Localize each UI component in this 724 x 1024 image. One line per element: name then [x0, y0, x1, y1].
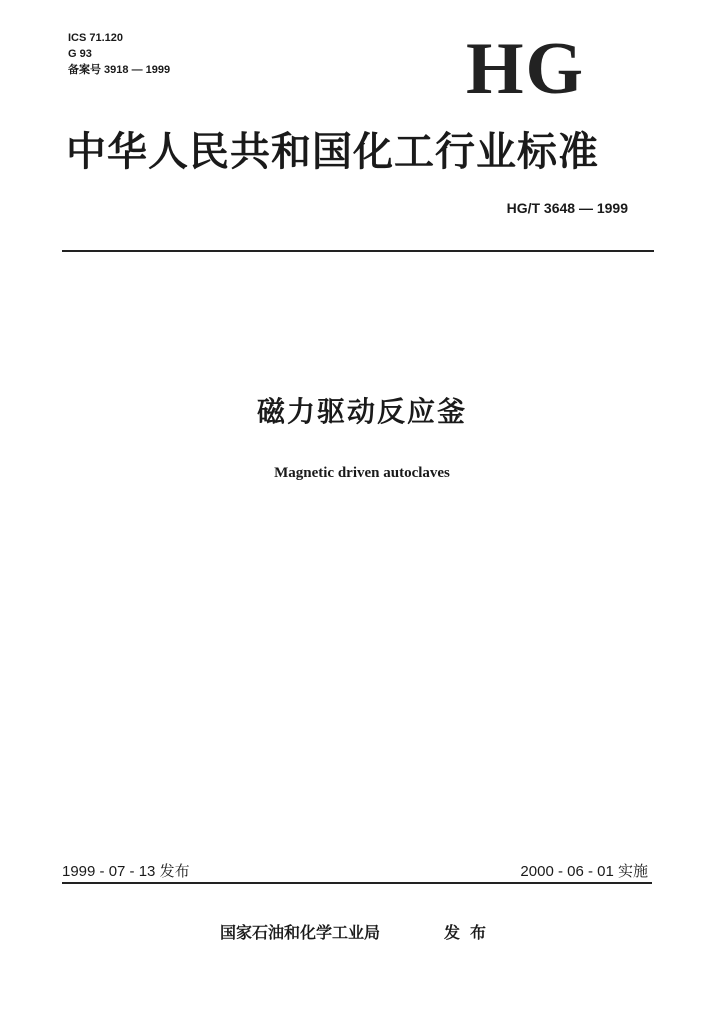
- document-title-english: Magnetic driven autoclaves: [274, 465, 450, 481]
- industry-standard-heading: 中华人民共和国化工行业标准: [66, 129, 599, 175]
- classification-code: G 93: [68, 48, 92, 60]
- standard-number: HG/T 3648 — 1999: [506, 200, 628, 216]
- issuing-authority: 国家石油和化学工业局: [220, 923, 381, 942]
- implementation-date: 2000 - 06 - 01 实施: [520, 863, 648, 880]
- record-number: 备案号 3918 — 1999: [68, 64, 171, 76]
- document-title-chinese: 磁力驱动反应釜: [256, 395, 467, 428]
- top-divider: [62, 250, 654, 252]
- issuing-action: 发布: [444, 923, 497, 942]
- hg-logo: HG: [466, 28, 586, 110]
- bottom-divider: [62, 882, 652, 884]
- standard-metadata: [68, 30, 170, 78]
- issue-date: 1999 - 07 - 13 发布: [62, 863, 190, 880]
- ics-code: ICS 71.120: [68, 32, 124, 44]
